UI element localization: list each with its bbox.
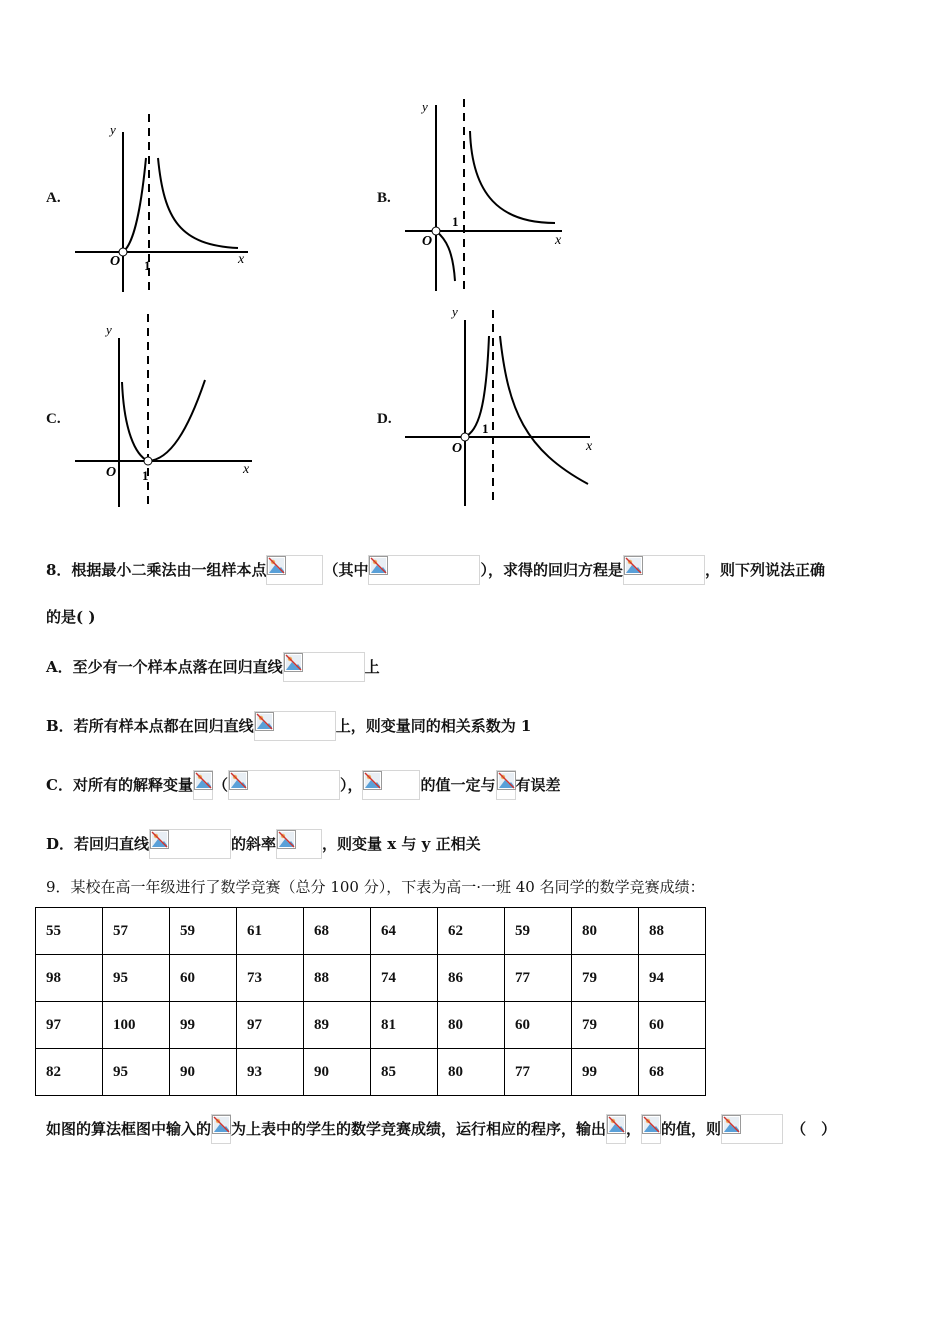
option-c-label: C.	[46, 411, 61, 427]
table-cell: 88	[304, 955, 371, 1002]
y-axis-label: y	[110, 122, 116, 137]
broken-image-icon	[369, 556, 388, 575]
table-cell: 59	[170, 908, 237, 955]
y-axis-label: y	[422, 99, 428, 114]
broken-image-icon	[607, 1115, 626, 1134]
tick-label: 1	[144, 258, 151, 273]
table-row	[36, 955, 706, 1002]
x-axis-label: x	[586, 439, 593, 454]
table-cell: 100	[103, 1002, 170, 1049]
formula-image	[623, 555, 705, 585]
table-cell: 97	[36, 1002, 103, 1049]
table-cell: 98	[36, 955, 103, 1002]
q8-stem-line1: 8．根据最小二乘法由一组样本点 （其中 ），求得的回归方程是 ，则下列说法正确	[46, 555, 825, 585]
origin-label: O	[422, 234, 433, 249]
formula-image	[211, 1114, 231, 1144]
q8-stem-line2: 的是( )	[46, 608, 96, 626]
table-cell: 79	[572, 955, 639, 1002]
broken-image-icon	[255, 712, 274, 731]
table-cell: 73	[237, 955, 304, 1002]
broken-image-icon	[284, 653, 303, 672]
table-cell: 80	[438, 1002, 505, 1049]
y-axis-label: y	[452, 304, 458, 319]
broken-image-icon	[194, 771, 213, 790]
broken-image-icon	[722, 1115, 741, 1134]
broken-image-icon	[363, 771, 382, 790]
q8-option-d: D．若回归直线 的斜率 ，则变量 x 与 y 正相关	[46, 829, 481, 859]
formula-image	[641, 1114, 661, 1144]
table-cell: 93	[237, 1049, 304, 1096]
graph-option-c	[70, 310, 260, 510]
formula-image	[266, 555, 323, 585]
table-cell: 59	[505, 908, 572, 955]
table-cell: 90	[170, 1049, 237, 1096]
formula-image	[149, 829, 231, 859]
x-axis-label: x	[238, 252, 245, 267]
q9-after-table: 如图的算法框图中输入的 为上表中的学生的数学竞赛成绩，运行相应的程序，输出 ， 的值，则 （ ）	[46, 1114, 836, 1144]
table-cell: 74	[371, 955, 438, 1002]
table-cell: 77	[505, 1049, 572, 1096]
origin-label: O	[110, 254, 121, 269]
broken-image-icon	[212, 1115, 231, 1134]
formula-image	[362, 770, 420, 800]
table-cell: 89	[304, 1002, 371, 1049]
formula-image	[254, 711, 336, 741]
broken-image-icon	[624, 556, 643, 575]
graph-option-b	[400, 95, 590, 295]
table-cell: 85	[371, 1049, 438, 1096]
q8-option-b: B．若所有样本点都在回归直线 上，则变量同的相关系数为 1	[46, 711, 531, 741]
formula-image	[276, 829, 322, 859]
table-cell: 61	[237, 908, 304, 955]
tick-label: 1	[452, 214, 459, 229]
table-cell: 55	[36, 908, 103, 955]
broken-image-icon	[267, 556, 286, 575]
table-cell: 88	[639, 908, 706, 955]
broken-image-icon	[497, 771, 516, 790]
table-cell: 68	[304, 908, 371, 955]
table-cell: 60	[639, 1002, 706, 1049]
option-b-label: B.	[377, 190, 391, 206]
table-row	[36, 1049, 706, 1096]
scores-table	[35, 907, 706, 1096]
table-cell: 99	[572, 1049, 639, 1096]
table-cell: 80	[438, 1049, 505, 1096]
formula-image	[228, 770, 340, 800]
table-cell: 79	[572, 1002, 639, 1049]
formula-image	[721, 1114, 783, 1144]
graph-option-d	[400, 300, 600, 510]
x-axis-label: x	[555, 233, 562, 248]
table-cell: 94	[639, 955, 706, 1002]
table-cell: 64	[371, 908, 438, 955]
x-axis-label: x	[243, 462, 250, 477]
table-cell: 86	[438, 955, 505, 1002]
q8-option-a: A．至少有一个样本点落在回归直线 上	[46, 652, 380, 682]
q9-stem: 9．某校在高一年级进行了数学竞赛（总分 100 分），下表为高一·一班 40 名同学的数学竞赛成绩：	[46, 878, 705, 896]
origin-label: O	[452, 441, 463, 456]
table-cell: 62	[438, 908, 505, 955]
formula-image	[193, 770, 213, 800]
table-cell: 95	[103, 1049, 170, 1096]
q8-option-c: C．对所有的解释变量 （ ）， 的值一定与 有误差	[46, 770, 561, 800]
table-row	[36, 1002, 706, 1049]
broken-image-icon	[277, 830, 296, 849]
table-row	[36, 908, 706, 955]
origin-label: O	[106, 465, 117, 480]
y-axis-label: y	[106, 322, 112, 337]
table-cell: 90	[304, 1049, 371, 1096]
table-cell: 95	[103, 955, 170, 1002]
tick-label: 1	[482, 421, 489, 436]
formula-image	[496, 770, 516, 800]
table-cell: 60	[505, 1002, 572, 1049]
broken-image-icon	[642, 1115, 661, 1134]
table-cell: 97	[237, 1002, 304, 1049]
option-a-label: A.	[46, 190, 61, 206]
table-cell: 81	[371, 1002, 438, 1049]
table-cell: 60	[170, 955, 237, 1002]
formula-image	[368, 555, 480, 585]
broken-image-icon	[229, 771, 248, 790]
formula-image	[606, 1114, 626, 1144]
broken-image-icon	[150, 830, 169, 849]
table-cell: 80	[572, 908, 639, 955]
table-cell: 99	[170, 1002, 237, 1049]
tick-label: 1	[142, 468, 149, 483]
formula-image	[283, 652, 365, 682]
table-cell: 82	[36, 1049, 103, 1096]
table-cell: 77	[505, 955, 572, 1002]
graph-option-a	[70, 110, 260, 300]
table-cell: 68	[639, 1049, 706, 1096]
table-cell: 57	[103, 908, 170, 955]
option-d-label: D.	[377, 411, 392, 427]
